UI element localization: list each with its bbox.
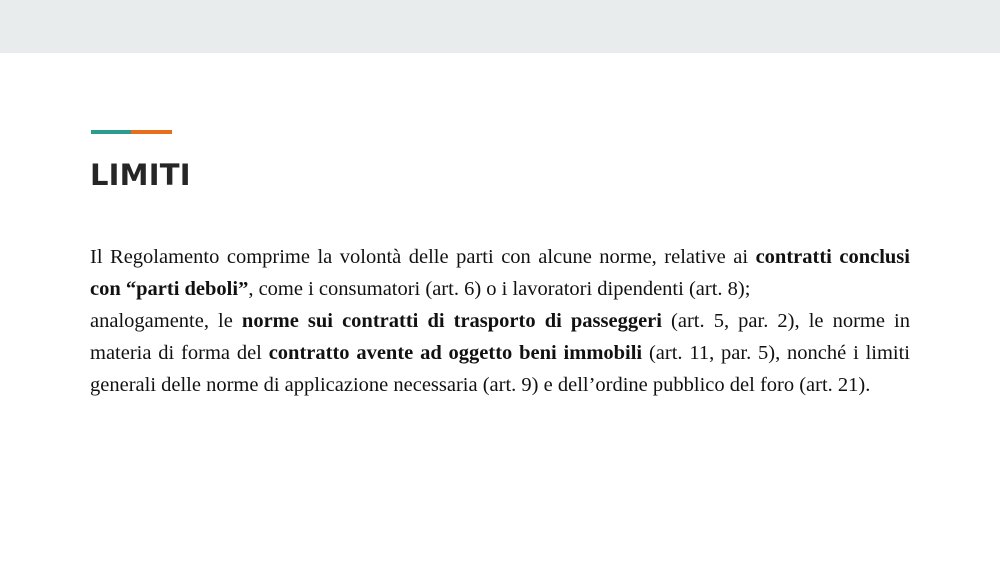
text-segment: , come i consumatori (art. 6) o i lavoratori dipendenti (art. 8); bbox=[248, 278, 751, 300]
accent-teal-segment bbox=[91, 130, 131, 134]
text-segment: analogamente, le bbox=[90, 310, 242, 332]
bold-segment: norme sui contratti di trasporto di passeggeri bbox=[241, 310, 662, 332]
accent-orange-segment bbox=[131, 130, 172, 134]
text-segment: (art. 5, par. 2), le norme in materia di forma del bbox=[90, 310, 910, 364]
text-segment: (art. 11, par. 5), nonché i limiti generali delle norme di applicazione necessaria (art. 9) e dell’ordine pubblico del foro (art. 21). bbox=[90, 342, 911, 396]
slide-title: LIMITI bbox=[90, 158, 191, 192]
top-bar bbox=[0, 0, 1000, 53]
bold-segment: contratti conclusi con “parti deboli” bbox=[90, 246, 910, 300]
slide-body bbox=[90, 241, 910, 401]
paragraph-weak-parties bbox=[90, 241, 910, 305]
slide bbox=[0, 53, 1000, 563]
paragraph-other-limits bbox=[90, 305, 910, 401]
bold-segment: contratto avente ad oggetto beni immobili bbox=[268, 342, 643, 364]
title-accent-bar bbox=[91, 130, 172, 134]
text-segment: Il Regolamento comprime la volontà delle parti con alcune norme, relative ai bbox=[90, 246, 756, 268]
